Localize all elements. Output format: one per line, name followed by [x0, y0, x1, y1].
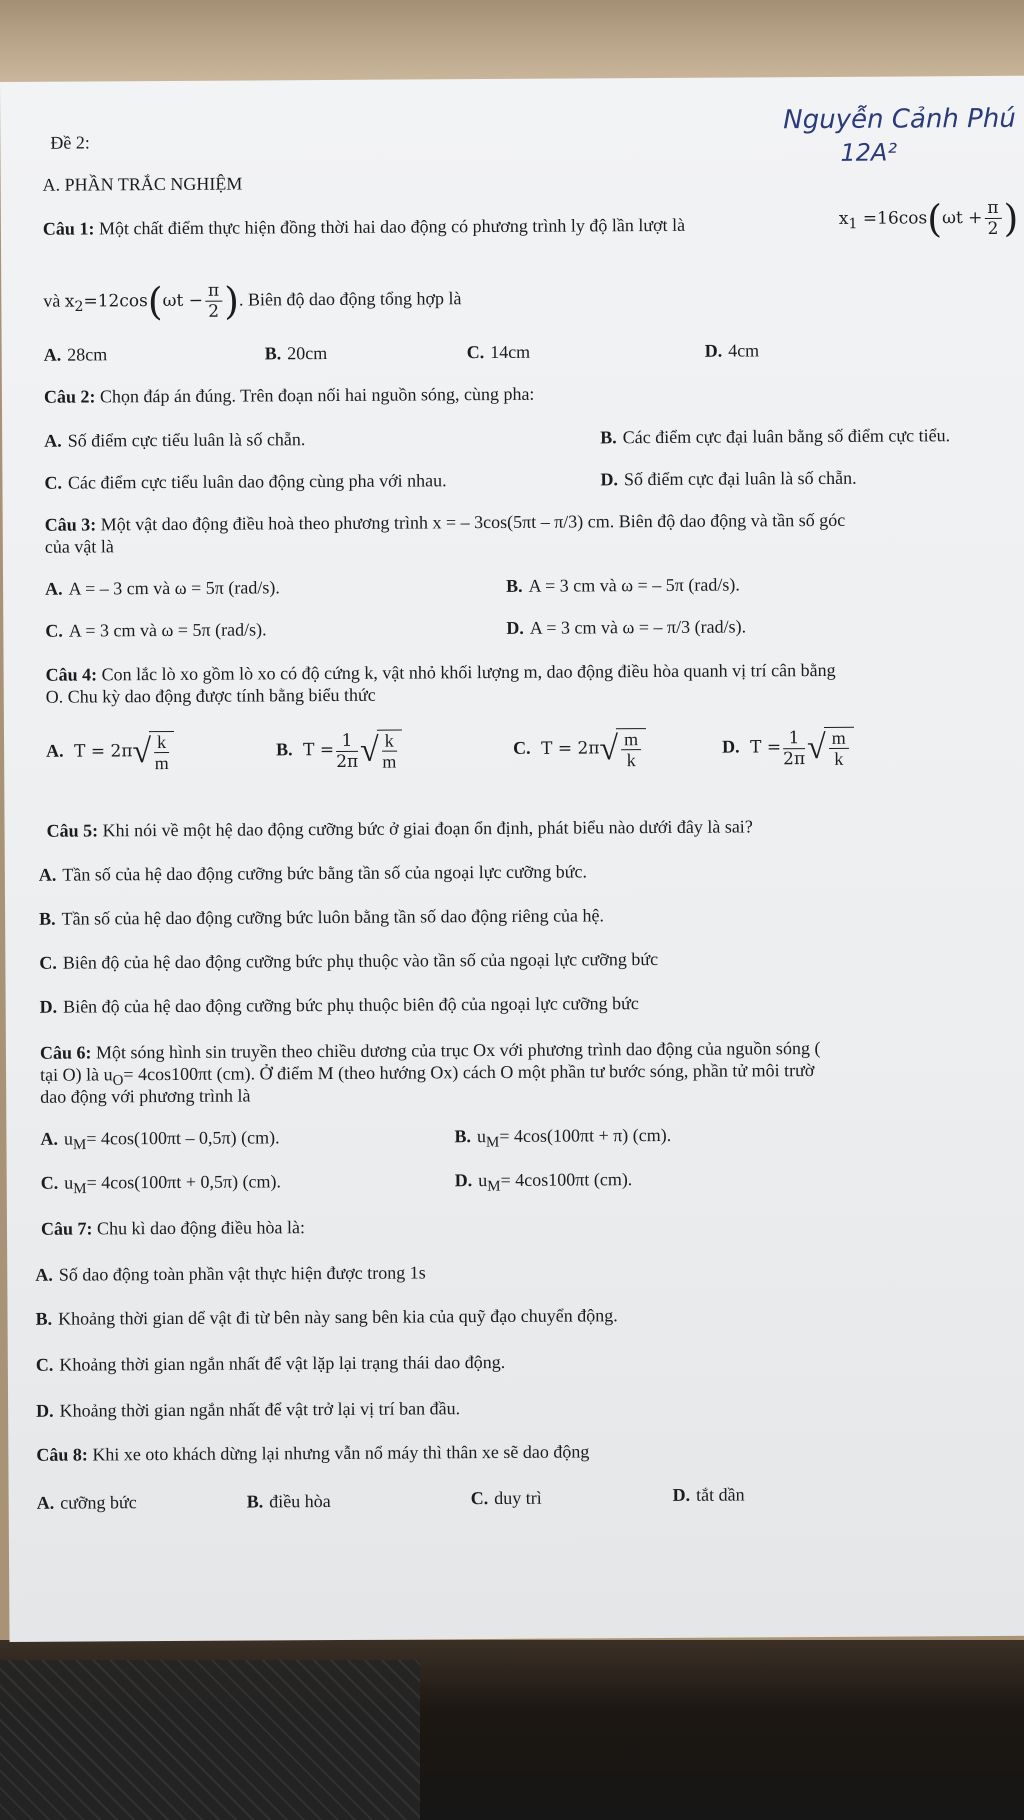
u-sub: M — [487, 1178, 501, 1195]
option-text: A = 3 cm và ω = 5π (rad/s). — [68, 619, 267, 641]
question-1-label: Câu 1: — [42, 218, 95, 239]
q5-option-b[interactable] — [39, 904, 604, 929]
question-3-label: Câu 3: — [44, 514, 97, 535]
frac-num: k — [154, 732, 169, 753]
option-label: C. — [466, 342, 485, 363]
question-7-label: Câu 7: — [40, 1218, 93, 1239]
x2-two: 2 — [208, 301, 220, 322]
question-5-text: Khi nói về một hệ dao động cưỡng bức ở giai đoạn ổn định, phát biểu nào dưới đây là sai? — [102, 816, 753, 841]
option-text: 28cm — [67, 344, 108, 365]
q4-option-d[interactable]: D. T = $\frac{1}{2\pi}$ √ $\frac{m}{k}$ — [722, 727, 854, 770]
option-label: B. — [276, 739, 293, 760]
option-label: D. — [36, 1400, 54, 1421]
q2-option-d[interactable] — [600, 467, 856, 491]
option-label: A. — [43, 344, 62, 365]
option-text: Số dao động toàn phần vật thực hiện được trong 1s — [58, 1262, 426, 1285]
q6-line2-a: tại O) là u — [40, 1064, 113, 1085]
q6-sub-o: O — [112, 1072, 124, 1089]
option-text: = 4cos100πt (cm). — [500, 1169, 633, 1190]
option-label: B. — [264, 343, 282, 364]
option-label: D. — [600, 469, 618, 490]
option-label: B. — [246, 1491, 264, 1512]
option-label: D. — [672, 1484, 691, 1505]
option-text: duy trì — [494, 1487, 542, 1509]
u-sub: M — [72, 1137, 87, 1154]
option-text: = 4cos(100πt + 0,5π) (cm). — [86, 1171, 282, 1193]
option-text: A = – 3 cm và ω = 5π (rad/s). — [68, 577, 280, 599]
option-label: B. — [506, 575, 523, 596]
q7-option-d[interactable] — [36, 1397, 460, 1422]
question-1 — [43, 214, 685, 240]
question-3 — [45, 509, 846, 536]
question-4-label: Câu 4: — [45, 664, 98, 685]
coef-num: 1 — [336, 730, 358, 751]
option-label: A. — [40, 1128, 59, 1149]
frac-num: m — [829, 728, 849, 749]
q5-option-a[interactable] — [39, 860, 587, 885]
q6-option-b[interactable] — [454, 1124, 671, 1154]
q5-option-d[interactable] — [40, 992, 639, 1018]
option-text: Khoảng thời gian dể vật đi từ bên này sang bên kia của quỹ đạo chuyển động. — [58, 1305, 618, 1329]
option-text: Khoảng thời gian ngắn nhất để vật trở lại vị trí ban đầu. — [59, 1398, 461, 1421]
option-label: A. — [36, 1492, 55, 1513]
q3-option-a[interactable] — [45, 576, 280, 599]
question-8-text: Khi xe oto khách dừng lại nhưng vẫn nổ máy thì thân xe sẽ dao động — [92, 1441, 590, 1465]
option-label: D. — [506, 617, 524, 638]
option-text: Các điểm cực đại luân bằng số điểm cực tiểu. — [622, 425, 951, 448]
question-4-line2: O. Chu kỳ dao động được tính bằng biểu thức — [45, 684, 376, 707]
frac-den: k — [626, 750, 636, 771]
question-4 — [46, 659, 836, 686]
q1-option-d[interactable] — [705, 339, 760, 361]
option-text: Tần số của hệ dao động cưỡng bức luôn bằng tần số dao động riêng của hệ. — [61, 905, 605, 929]
handwritten-class: 12A² — [840, 138, 898, 167]
option-label: A. — [46, 740, 64, 761]
option-text: Các điểm cực tiểu luân dao động cùng pha với nhau. — [67, 470, 447, 493]
option-label: B. — [39, 908, 56, 929]
option-prefix: T = 2π — [541, 738, 600, 759]
option-label: C. — [35, 1354, 54, 1375]
u-symbol: u — [476, 1126, 487, 1147]
question-4-text: Con lắc lò xo gồm lò xo có độ cứng k, vật nhỏ khối lượng m, dao động điều hòa quanh vị trí cân bằng — [101, 659, 836, 685]
q2-option-a[interactable] — [44, 428, 305, 452]
question-3-text: Một vật dao động điều hoà theo phương trình x = – 3cos(5πt – π/3) cm. Biên độ dao động và tần số góc — [100, 509, 846, 535]
option-text: Tần số của hệ dao động cưỡng bức bằng tần số của ngoại lực cưỡng bức. — [62, 861, 588, 885]
option-label: B. — [600, 427, 617, 448]
option-text: A = 3 cm và ω = – π/3 (rad/s). — [529, 616, 747, 638]
frac-den: m — [382, 751, 397, 772]
frac-num: k — [382, 731, 397, 752]
option-label: D. — [454, 1170, 473, 1191]
q4-option-b[interactable]: B. T = $\frac{1}{2\pi}$ √ $\frac{k}{m}$ — [276, 730, 402, 773]
coef-den: 2π — [336, 751, 359, 772]
q1-option-c[interactable] — [467, 341, 531, 363]
frac-den: m — [154, 752, 169, 774]
x1-eq: =16cos — [862, 208, 928, 229]
q1-option-b[interactable] — [265, 342, 328, 364]
question-8 — [36, 1440, 589, 1465]
q8-option-c[interactable] — [471, 1487, 542, 1509]
x1-two: 2 — [987, 218, 999, 239]
q5-option-c[interactable] — [39, 948, 658, 974]
option-label: B. — [35, 1308, 53, 1329]
u-sub: M — [485, 1134, 500, 1151]
coef-den: 2π — [783, 748, 806, 769]
u-symbol: u — [478, 1170, 488, 1191]
option-label: A. — [35, 1264, 53, 1285]
option-label: B. — [454, 1126, 472, 1147]
question-2-text: Chọn đáp án đúng. Trên đoạn nối hai nguồn sóng, cùng pha: — [99, 383, 535, 407]
option-text: tắt dần — [696, 1484, 745, 1505]
question-2 — [44, 383, 535, 408]
u-symbol: u — [64, 1172, 74, 1193]
option-label: C. — [470, 1488, 489, 1509]
section-title: A. PHẦN TRẮC NGHIỆM — [42, 173, 243, 195]
option-text: Biên độ của hệ dao động cưỡng bức phụ thuộc vào tần số của ngoại lực cưỡng bức — [62, 948, 659, 973]
option-label: C. — [40, 1172, 59, 1193]
question-5-label: Câu 5: — [46, 820, 99, 841]
q1-and: và — [43, 290, 61, 311]
q6-option-a[interactable] — [40, 1126, 279, 1156]
option-text: cưỡng bức — [60, 1492, 137, 1513]
q2-option-c[interactable] — [44, 469, 446, 493]
x2-eq: =12cos — [83, 291, 148, 312]
x1-pi: π — [984, 198, 1001, 219]
question-7-text: Chu kì dao động điều hòa là: — [96, 1217, 306, 1239]
question-7 — [41, 1216, 305, 1240]
q4-option-c[interactable]: C. T = 2π√ $\frac{m}{k}$ — [513, 728, 646, 771]
option-label: A. — [45, 578, 63, 599]
option-text: Khoảng thời gian ngắn nhất để vật lặp lại trạng thái dao động. — [59, 1351, 506, 1375]
q2-option-b[interactable] — [600, 424, 950, 448]
option-prefix: T = — [750, 737, 782, 758]
question-1-x1-formula: $x_1 =16\cos(\omega t$ + $\frac{\pi}{2}$ ) — [838, 196, 1019, 241]
question-3-line2: của vật là — [44, 536, 114, 557]
question-1-line2: và $x_2=12\cos(\omega t$ − $\frac{\pi}{2}$ ). Biên độ dao động tổng hợp là — [43, 279, 462, 324]
option-prefix: T = — [303, 740, 335, 761]
option-text: Biên độ của hệ dao động cưỡng bức phụ thuộc biên độ của ngoại lực cưỡng bức — [63, 993, 639, 1017]
option-text: = 4cos(100πt – 0,5π) (cm). — [86, 1127, 280, 1149]
x1-sub: 1 — [848, 216, 858, 233]
q7-option-b[interactable] — [35, 1304, 617, 1330]
q3-option-d[interactable] — [506, 615, 746, 638]
option-label: A. — [38, 864, 57, 885]
q3-option-c[interactable] — [45, 618, 266, 641]
q7-option-a[interactable] — [35, 1261, 426, 1285]
question-8-label: Câu 8: — [36, 1444, 88, 1465]
option-label: C. — [39, 952, 57, 973]
option-label: A. — [44, 430, 62, 451]
u-symbol: u — [63, 1128, 74, 1149]
option-text: 20cm — [287, 343, 328, 364]
x2-pi: π — [205, 281, 222, 302]
q1-suffix: . Biên độ dao động tổng hợp là — [238, 288, 462, 310]
option-text: điều hòa — [269, 1491, 331, 1512]
q6-option-c[interactable] — [41, 1170, 281, 1200]
q8-option-b[interactable] — [247, 1490, 331, 1513]
background-blanket — [0, 1660, 420, 1820]
q6-option-d[interactable] — [455, 1168, 633, 1198]
option-prefix: T = 2π — [74, 741, 133, 762]
question-1-text: Một chất điểm thực hiện đồng thời hai dao động có phương trình ly độ lần lượt là — [98, 214, 686, 239]
x2-sub: 2 — [74, 298, 84, 315]
q6-line2-b: = 4cos100πt (cm). Ở điểm M (theo hướng Ox) cách O một phần tư bước sóng, phần tử môi trườ — [123, 1060, 815, 1085]
x1-inner: ωt + — [941, 208, 983, 229]
question-6-line3: dao động với phương trình là — [40, 1085, 251, 1107]
q7-option-c[interactable] — [36, 1351, 506, 1376]
option-text: Số điểm cực tiểu luân là số chẵn. — [67, 429, 306, 451]
question-5 — [47, 815, 753, 841]
option-text: 14cm — [490, 341, 531, 363]
frac-den: k — [834, 748, 844, 769]
exam-number: Đề 2: — [50, 132, 90, 153]
x2-symbol: x — [64, 291, 75, 312]
option-label: D. — [39, 996, 58, 1017]
q8-option-d[interactable] — [673, 1483, 745, 1505]
q4-option-a[interactable]: A. T = 2π√ $\frac{k}{m}$ — [46, 731, 174, 774]
u-sub: M — [73, 1181, 87, 1198]
option-label: D. — [704, 340, 723, 361]
handwritten-name: Nguyễn Cảnh Phú — [783, 103, 1016, 136]
x1-symbol: x — [838, 208, 849, 229]
option-label: C. — [44, 472, 63, 493]
q1-option-a[interactable] — [44, 343, 108, 365]
frac-num: m — [621, 729, 641, 750]
option-text: A = 3 cm và ω = – 5π (rad/s). — [528, 574, 740, 596]
option-label: D. — [722, 736, 740, 757]
coef-num: 1 — [783, 728, 805, 749]
option-text: 4cm — [728, 340, 760, 361]
x2-inner: ωt − — [162, 290, 204, 312]
question-2-label: Câu 2: — [43, 386, 96, 407]
option-label: C. — [45, 620, 63, 641]
exam-paper — [0, 76, 1024, 1642]
option-label: C. — [513, 737, 531, 759]
q3-option-b[interactable] — [506, 573, 740, 596]
q8-option-a[interactable] — [37, 1491, 137, 1514]
question-6-text: Một sóng hình sin truyền theo chiều dương của trục Ox với phương trình dao động của nguồn sóng ( — [95, 1038, 821, 1063]
option-text: = 4cos(100πt + π) (cm). — [499, 1124, 672, 1146]
question-6-label: Câu 6: — [39, 1042, 92, 1063]
option-text: Số điểm cực đại luân là số chẵn. — [623, 467, 857, 490]
